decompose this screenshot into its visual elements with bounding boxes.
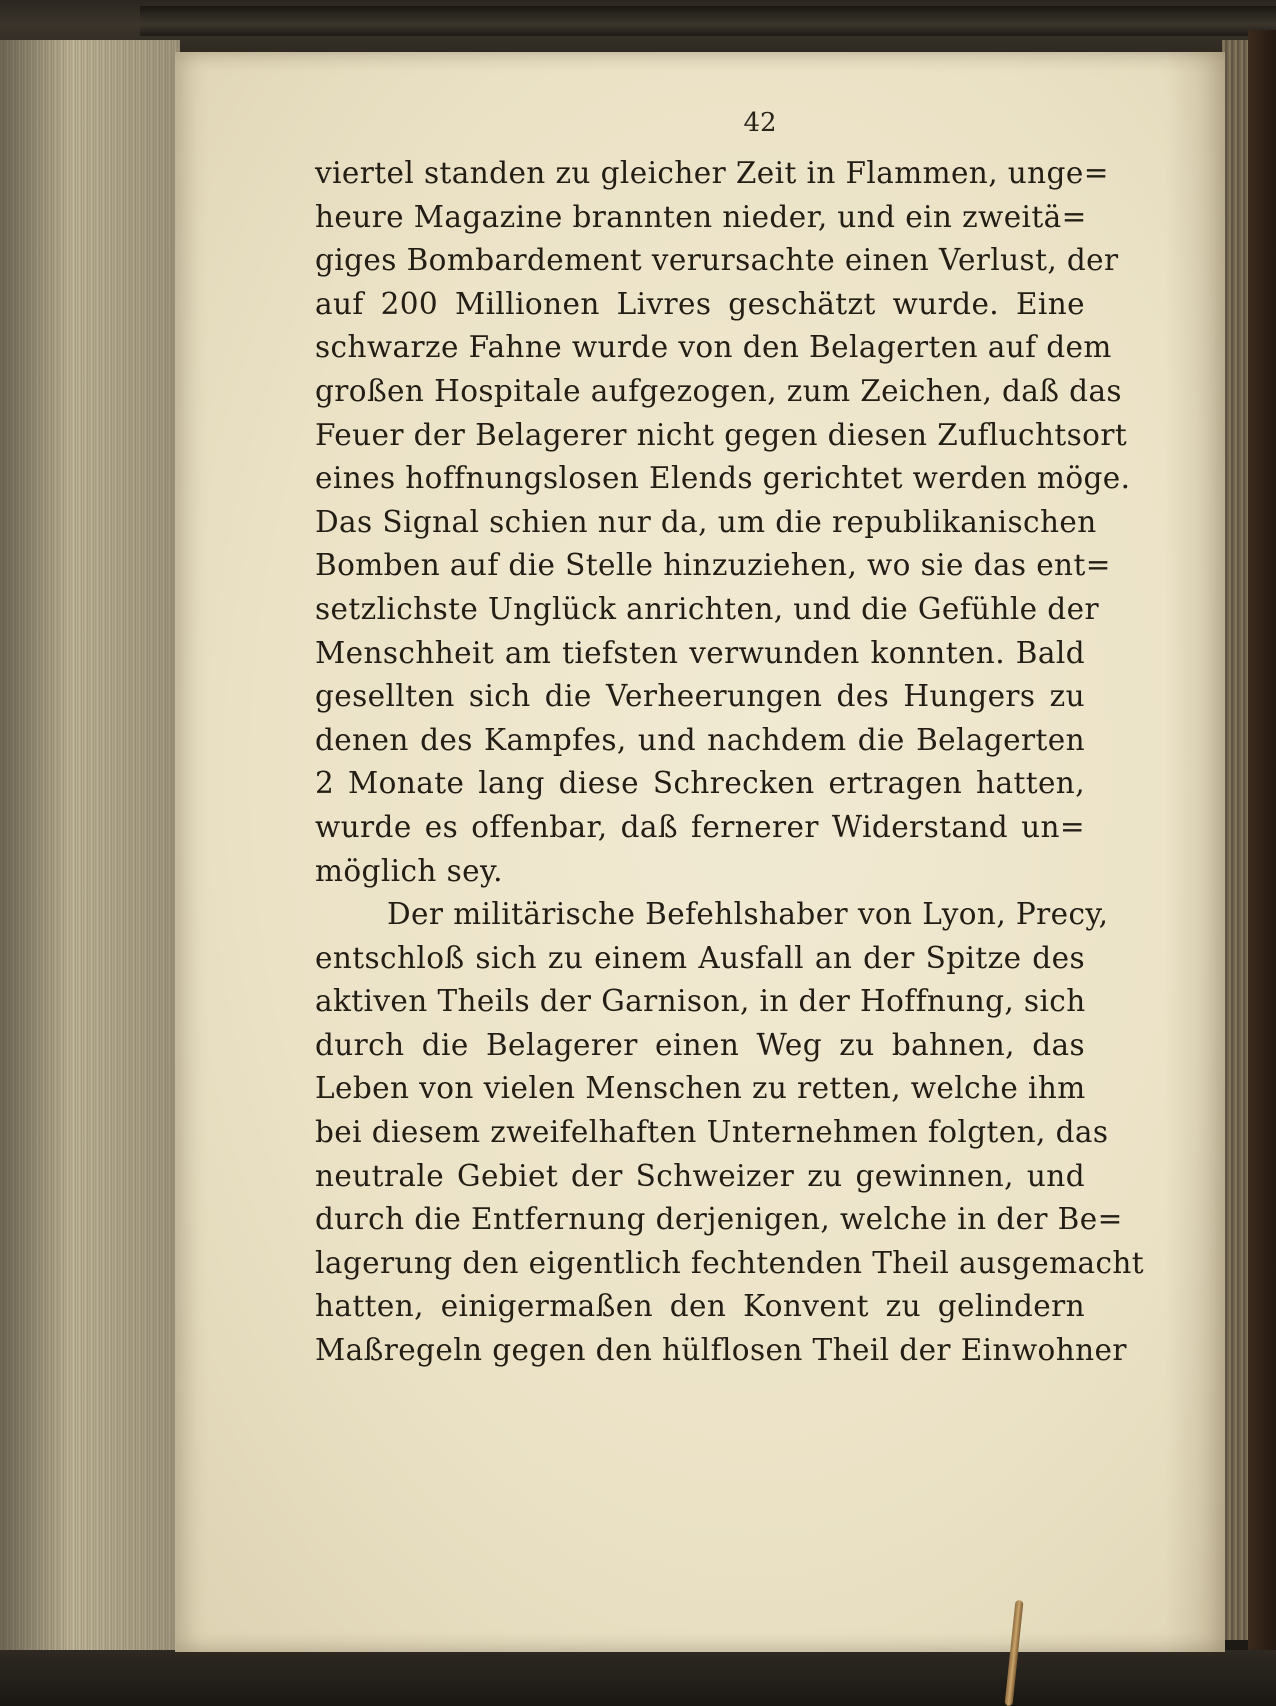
text-line: Leben von vielen Menschen zu retten, welche ihm xyxy=(315,1071,1086,1106)
text-line: Das Signal schien nur da, um die republikanischen xyxy=(315,504,1097,539)
text-line: denen des Kampfes, und nachdem die Belagerten xyxy=(315,722,1085,757)
gutter-shadow xyxy=(1165,52,1225,1652)
text-line: schwarze Fahne wurde von den Belagerten auf dem xyxy=(315,330,1112,365)
text-line: durch die Entfernung derjenigen, welche in der Be= xyxy=(315,1202,1123,1237)
text-line: eines hoffnungslosen Elends gerichtet werden möge. xyxy=(315,461,1131,496)
text-line: lagerung den eigentlich fechtenden Theil ausgemacht xyxy=(315,1245,1145,1280)
page-number: 42 xyxy=(743,108,777,138)
text-line: Bomben auf die Stelle hinzuziehen, wo sie das ent= xyxy=(315,548,1111,583)
body-text xyxy=(315,152,1145,1373)
book-page xyxy=(175,52,1225,1652)
text-line: Maßregeln gegen den hülflosen Theil der Einwohner xyxy=(315,1333,1127,1368)
text-line: viertel standen zu gleicher Zeit in Flammen, unge= xyxy=(315,156,1109,190)
book-binding-band xyxy=(140,6,1276,36)
book-cover-edge xyxy=(1248,30,1276,1660)
text-line: möglich sey. xyxy=(315,853,503,888)
text-line: bei diesem zweifelhaften Unternehmen folgten, das xyxy=(315,1115,1109,1150)
text-line: neutrale Gebiet der Schweizer zu gewinnen, und xyxy=(315,1158,1085,1193)
text-line: durch die Belagerer einen Weg zu bahnen, das xyxy=(315,1027,1085,1062)
text-line: heure Magazine brannten nieder, und ein zweitä= xyxy=(315,199,1087,234)
text-line: Menschheit am tiefsten verwunden konnten. Bald xyxy=(315,635,1085,670)
text-line: Feuer der Belagerer nicht gegen diesen Zufluchtsort xyxy=(315,417,1128,452)
text-line: setzlichste Unglück anrichten, und die Gefühle der xyxy=(315,591,1099,626)
text-line: auf 200 Millionen Livres geschätzt wurde. Eine xyxy=(315,286,1085,321)
text-line: aktiven Theils der Garnison, in der Hoffnung, sich xyxy=(315,984,1086,1019)
text-line: großen Hospitale aufgezogen, zum Zeichen, daß das xyxy=(315,373,1122,408)
text-line: 2 Monate lang diese Schrecken ertragen hatten, xyxy=(315,766,1085,801)
book-bottom-edge xyxy=(0,1650,1276,1706)
left-page-stack-shadow xyxy=(0,40,180,1650)
text-line: entschloß sich zu einem Ausfall an der Spitze des xyxy=(315,940,1085,975)
text-line: hatten, einigermaßen den Konvent zu gelindern xyxy=(315,1289,1085,1324)
text-line: gesellten sich die Verheerungen des Hungers zu xyxy=(315,679,1085,714)
text-line: giges Bombardement verursachte einen Verlust, der xyxy=(315,243,1119,278)
text-line: Der militärische Befehlshaber von Lyon, Precy, xyxy=(387,897,1109,932)
text-line: wurde es offenbar, daß fernerer Widerstand un= xyxy=(315,809,1085,844)
